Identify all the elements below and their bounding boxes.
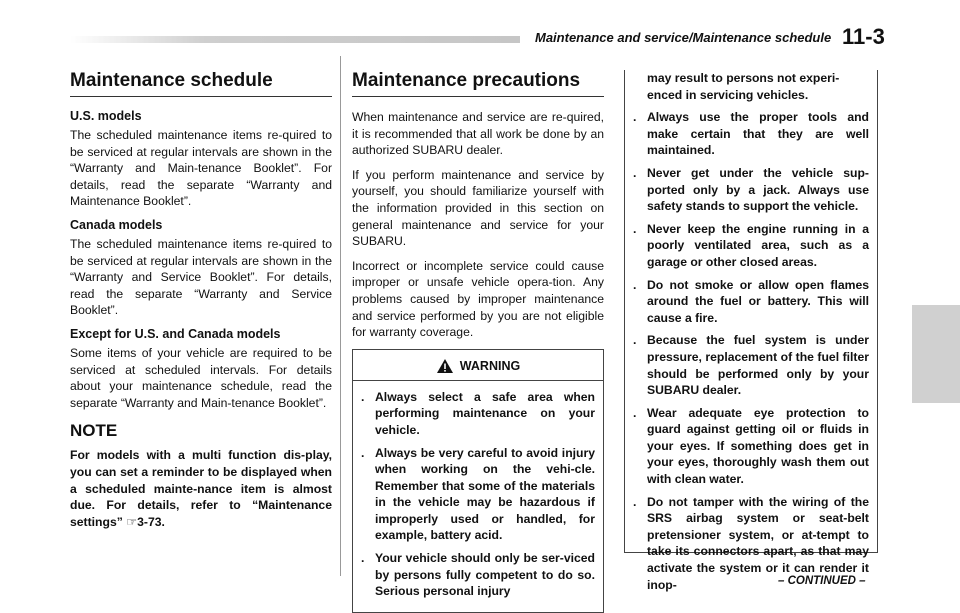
us-models-heading: U.S. models: [70, 109, 142, 123]
section-heading-maintenance-schedule: Maintenance schedule: [70, 70, 332, 97]
precautions-para-3: Incorrect or incomplete service could cause improper or unsafe vehicle opera-tion. Any problems caused by improper maintenance and service performed by you are not eligible for warranty coverage.: [352, 258, 604, 340]
bullet: .: [633, 333, 637, 348]
list-item: . Do not smoke or allow open flames around the fuel or battery. This will cause a fire.: [633, 277, 869, 325]
precautions-para-1: When maintenance and service are re-quired, it is recommended that all work be done by an authorized SUBARU dealer.: [352, 110, 604, 158]
page-number: 11-3: [842, 24, 885, 49]
note-heading: NOTE: [70, 421, 118, 441]
running-header: Maintenance and service/Maintenance schedule: [535, 30, 832, 45]
warning-continuation-text: may result to persons not experi-enced in servicing vehicles.: [647, 71, 840, 102]
canada-models-text: The scheduled maintenance items re-quired to be serviced at regular intervals are shown in the “Warranty and Service Booklet”. For details, read the separate “Warranty and Service Booklet”.: [70, 236, 332, 318]
list-item: . Always be very careful to avoid injury when working on the vehi-cle. Remember that some of the materials in the vehicle may be hazardous if improperly used or handled, for example, battery acid.: [361, 445, 595, 543]
warning-label: WARNING: [459, 358, 521, 373]
warning-title-bar: [353, 350, 603, 381]
section-heading-maintenance-precautions: Maintenance precautions: [352, 70, 604, 97]
list-item: . Always use the proper tools and make certain that they are well maintained.: [633, 110, 869, 158]
note-text: For models with a multi function dis-play, you can set a reminder to be displayed when a scheduled mainte-nance item is almost due. For details, refer to “Maintenance settings” ☞3-73.: [70, 448, 332, 529]
list-item: . Always select a safe area when performing maintenance on your vehicle.: [361, 389, 595, 437]
list-item: . Wear adequate eye protection to guard against getting oil or fluids in your eyes. If something does get in your eyes, thoroughly wash them out with clean water.: [633, 405, 869, 487]
bullet: .: [361, 389, 365, 404]
bullet: .: [633, 277, 637, 292]
list-item: . Never get under the vehicle sup-ported only by a jack. Always use safety stands to support the vehicle.: [633, 165, 869, 214]
list-item: . Your vehicle should only be ser-viced by persons fully competent to do so. Serious personal injury: [361, 551, 595, 599]
us-models-text: The scheduled maintenance items re-quired to be serviced at regular intervals are shown in the “Warranty and Main-tenance Booklet”. For details, read the separate “Warranty and Maintenance Booklet”.: [70, 128, 332, 209]
bullet: .: [633, 494, 637, 509]
continued-label: – CONTINUED –: [778, 575, 866, 587]
header-rule: [70, 36, 520, 43]
list-item: . Do not tamper with the wiring of the SRS airbag system or seat-belt pretensioner system, or at-tempt to take its connectors apart, as that may activate the system or it can render it inop-: [633, 494, 869, 592]
bullet: .: [361, 551, 365, 566]
warning-triangle-icon: [436, 358, 454, 374]
list-item: . Never keep the engine running in a poorly ventilated area, such as a garage or other closed areas.: [633, 221, 869, 269]
middle-column: [352, 70, 604, 613]
list-item: . Because the fuel system is under pressure, replacement of the fuel filter should be performed only by your SUBARU dealer.: [633, 333, 869, 398]
bullet: .: [633, 110, 637, 125]
chapter-tab: [912, 305, 960, 403]
warning-box: [352, 349, 604, 613]
bullet: .: [633, 221, 637, 236]
column-divider: [340, 56, 341, 576]
canada-models-heading: Canada models: [70, 217, 163, 232]
bullet: .: [633, 165, 637, 180]
left-column: [70, 70, 332, 530]
bullet: .: [361, 445, 365, 460]
bullet: .: [633, 405, 637, 420]
except-models-heading: Except for U.S. and Canada models: [70, 326, 281, 341]
precautions-para-2: If you perform maintenance and service by yourself, you should familiarize yourself with the information provided in this section on general maintenance and service for your SUBARU.: [352, 167, 604, 249]
except-models-text: Some items of your vehicle are required to be serviced at scheduled intervals. For details about your maintenance schedule, read the separate “Warranty and Main-tenance Booklet”.: [70, 345, 332, 410]
warning-list-continued: [633, 109, 869, 593]
warning-list: [361, 389, 595, 600]
